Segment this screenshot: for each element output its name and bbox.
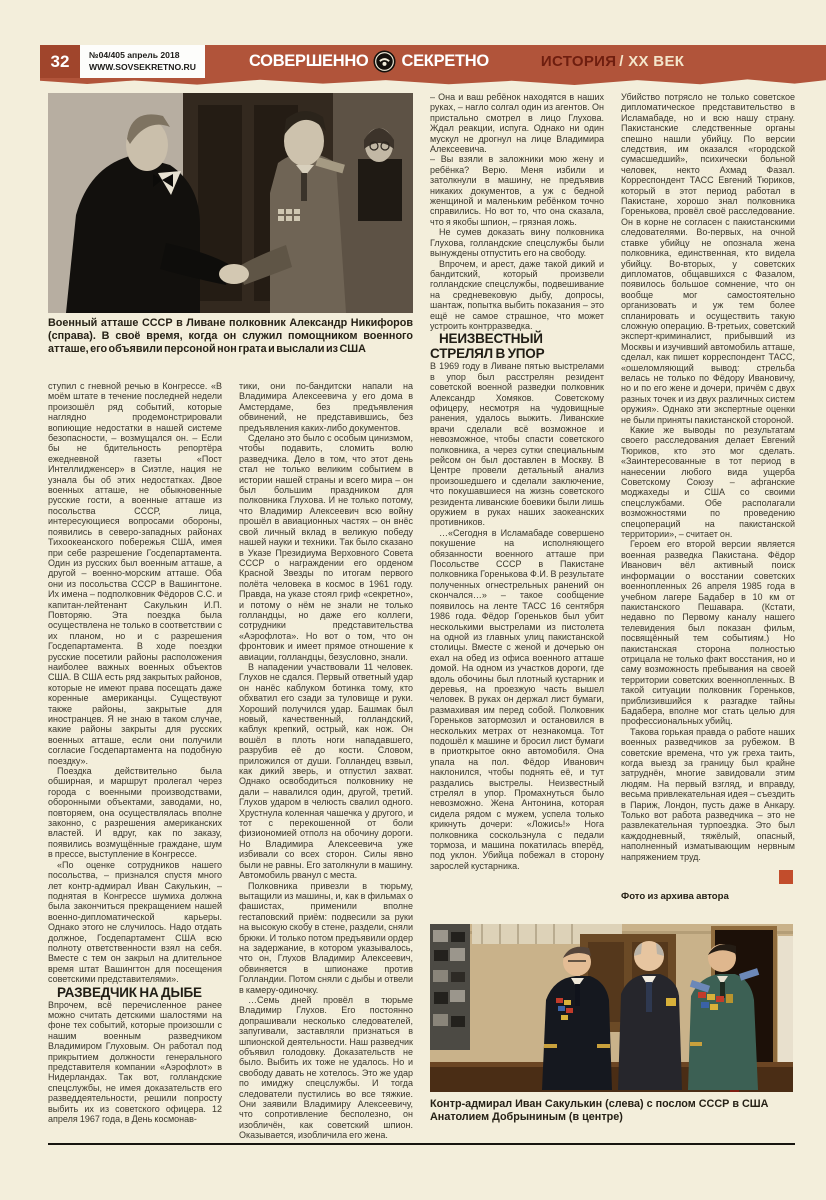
paragraph: тики, они по-бандитски напали на Владимира Алексеевича у его дома в Амстердаме, без предъявления обвинений, не представившись, без предъявления каких-либо документов. — [239, 381, 413, 433]
section-suffix: / XX ВЕК — [619, 53, 685, 70]
wall-photo-collage — [430, 924, 470, 1050]
section-heading-spy-on-rack: РАЗВЕДЧИК НА ДЫБЕ — [57, 984, 202, 1000]
paragraph: Убийство потрясло не только советское дипломатическое представительство в Исламабаде, но и всю нашу страну. Пакистанские следственные органы спешно нашли убийцу. По версии следствия, им оказался «городской сумасшедший», психически больной человек, некто Ахмад Фазал. Корреспондент ТАСС Евгений Тюриков, который в этот период работал в Пакистане, хорошо знал полковника Горенькова, провёл своё расследование. Он в корне не согласен с пакистанскими следователями. Во-первых, на очной ставке убийцу не опознала жена полковника, единственная, кто видела убийцу. Во-вторых, у советских дипломатов, общавшихся с Фазалом, появилось большое сомнение, что он вообще мог самостоятельно организовать и уж тем более спланировать и осуществить такую сложную операцию. В-третьих, советский эксперт-криминалист, прибывший из Москвы и изучивший автомобиль атташе, сделал, как пишет корреспондент ТАСС, «ошеломляющий вывод: стрельба велась не только по Фёдору Ивановичу, но и по его жене и дочери, причём с двух разных точек и из двух различных систем оружия». Однако эти экспертные оценки не были приняты пакистанской стороной. — [621, 92, 795, 425]
paragraph: Такова горькая правда о работе наших военных разведчиков за рубежом. В советские времена, что уж греха таить, когда выезд за границу был крайне затруднён, многие завидовали этим людям. На первый взгляд, и вправду, весьма привлекательная идея – съездить в Париж, Лондон, пусть даже в Анкару. Только вот работа разведчика – это не развлекательная турпоездка. Это был каждодневный, тяжёлый, опасный, наполненный изматывающим нервным напряжением труд. — [621, 726, 795, 862]
paragraph: В 1969 году в Ливане пятью выстрелами в упор был расстрелян резидент советской военной разведки полковник Александр Хомяков. Советскому офицеру, несмотря на чудовищные ранения, удалось выжить. Ливанские врачи сделали всё возможное и невозможное, чтобы спасти советского полковника, а через сутки специальным рейсом он был доставлен в Москву. В Центре провели детальный анализ произошедшего и сделали заключение, что покушавшиеся на жизнь советского резидента ливанские боевики были лишь оружием в руках наших заокеанских противников. — [430, 361, 604, 528]
masthead — [40, 45, 826, 78]
paragraph: В нападении участвовали 11 человек. Глухов не сдался. Первый ответный удар он нанёс каблуком ботинка тому, кто обхватил его сзади за туловище и руки. Хороший получился удар. Башмак был новый, качественный, голландский, каблук крепкий, острый, как нож. Он вошёл в плоть ноги нападавшего, разрубив её до кости. Словом, приложился от души. Голландец взвыл, как дикий зверь, и отпустил захват. Однако освободиться полковнику не дали – навалился один, другой, третий. Глухов ударом в челюсть свалил одного. Хрустнула коленная чашечка у другого, и тот с перекошенной от боли физиономией отполз на обочину дороги. Но Владимира Алексеевича уже избивали со всех сторон. Силы явно были не равны. Его затолкнули в машину. Автомобиль рванул с места. — [239, 661, 413, 881]
end-of-article-marker — [779, 870, 793, 884]
paragraph: Впрочем, всё перечисленное ранее можно считать детскими шалостями на фоне тех событий, которые произошли с нашим военным разведчиком Владимиром Глуховым. Он работал под прикрытием должности генерального представителя компании «Аэрофлот» в Нидерландах. Так вот, голландские спецслужбы, не имея доказательств его разведдеятельности, решили попросту выбить их из советского офицера. 12 апреля 1967 года, в День космонав- — [48, 999, 222, 1125]
section-name: ИСТОРИЯ — [540, 53, 617, 70]
issue-number: №04/405 апрель 2018 — [89, 50, 180, 60]
section-label — [541, 45, 684, 78]
section-heading-unknown-shooter: НЕИЗВЕСТНЫЙ СТРЕЛЯЛ В УПОР — [430, 331, 545, 362]
bottom-photo-illustration — [430, 924, 793, 1092]
article-column-4 — [621, 92, 795, 910]
bottom-photo — [430, 924, 793, 1092]
paragraph: Впрочем, и арест, даже такой дикий и бандитский, который произвели голландские спецслужбы, подвешивание на средневековую дыбу, допросы, шантаж, попытка выбить показания – это ещё не самое страшное, что может устроить контрразведка. — [430, 258, 604, 331]
paragraph: «По оценке сотрудников нашего посольства, – признался спустя много лет контр-адмирал Иван Сакулькин, – поднятая в Конгрессе шумиха должна была закончиться прекращением нашей военно-дипломатической карьеры. Однако этого не случилось. Надо отдать должное, Госдепартамент США всю полноту ответственности взял на себя. Вместе с тем он закрыл на длительное время штат Вашингтон для посещения советскими представителями». — [48, 859, 222, 985]
paragraph: – Она и ваш ребёнок находятся в наших руках, – нагло солгал один из агентов. Он пристально смотрел в лицо Глухова. Ждал реакции, испуга. Однако ни один мускул не дрогнул на лице Владимира Алексеевича. — [430, 92, 604, 155]
paragraph: Сделано это было с особым цинизмом, чтобы подавить, сломить волю разведчика. Дело в том, что этот день стал не только великим событием в истории нашей страны и всего мира – он был большим праздником для полковника Глухова. И не только потому, что Владимир Алексеевич всю войну прошёл в авиационных частях – он внёс свой личный вклад в великую победу нашей науки и техники. Так было сказано в Указе Президиума Верховного Совета СССР о награждении его орденом Красной Звезды по итогам первого полёта человека в космос в 1961 году. Правда, на указе стоял гриф «секретно», и потому о нём не знали не только голландцы, но даже его коллеги, сотрудники представительства «Аэрофлота». Но вот о том, что он фронтовик и имеет прямое отношение к авиации, голландцы, безусловно, знали. — [239, 433, 413, 662]
sovsekretno-emblem-icon — [373, 50, 396, 73]
issue-box — [80, 45, 205, 78]
paragraph: Поездка действительно была обширная, и маршрут пролегал через города с военными производствами, оборонными объектами, заводами, но, повторяем, она осуществлялась вполне законно, с разрешения американских властей. И вдруг, как по заказу, появились возмущённые граждане, шум в прессе, выступление в Конгрессе. — [48, 766, 222, 860]
photo-credit: Фото из архива автора — [621, 891, 729, 903]
masthead-logo — [249, 45, 489, 78]
masthead-torn-edge — [40, 78, 826, 85]
paragraph: Не сумев доказать вину полковника Глухова, голландские спецслужбы были вынуждены отпустить его на свободу. — [430, 227, 604, 259]
top-photo-illustration — [48, 93, 413, 313]
page-number: 32 — [40, 45, 80, 78]
top-photo — [48, 93, 413, 313]
paragraph: ступил с гневной речью в Конгрессе. «В моём штате в течение последней недели произошёл ряд событий, которые наглядно продемонстрировали вопиющие недостатки в нашей системе безопасности, – возмущался он. – Если бы не бдительность репортёра ежедневной газеты «Пост Интеллидженсер» в Сиэтле, нация не узнала бы об этих недостатках. Двое военных атташе, не обыкновенные русские гости, а военные атташе из посольства СССР, лица, интересующиеся вопросами обороны, появились в северо-западных районах Тихоокеанского побережья США, имея при себе разрешение Госдепартамента. Один из русских был военным атташе, а другой – военно-морским атташе. Оба они из посольства СССР в Вашингтоне. Их имена – подполковник Фёдоров С.С. и капитан-лейтенант Сакулькин И.П. Повторяю. Эта поездка была осуществлена не только в соответствии с их планом, но и с разрешения Госдепартамента. В ходе поездки русские посетили районы расположения наиболее важных военных объектов США. В США есть ряд закрытых районов, которые не имеют права посещать даже коренные американцы. Существуют также районы, закрытые для иностранцев. Я не знаю в таком случае, какие районы закрыты для русских военных атташе, если они получили согласие Госдепартамента на подобную поездку». — [48, 381, 222, 766]
bottom-photo-caption: Контр-адмирал Иван Сакулькин (слева) с послом СССР в США Анатолием Добрыниным (в центре) — [430, 1098, 769, 1123]
paragraph: Героем его второй версии является военная разведка Пакистана. Фёдор Иванович вёл активный поиск информации о восстании советских военнопленных 26 апреля 1985 года в учебном лагере Бадабер в 10 км от пакистанского Пешавара. (Кстати, недавно по Первому каналу нашего телевидения был показан фильм, посвящённый тем событиям.) Но пакистанская сторона полностью отрицала не только факт восстания, но и саму возможность пребывания на своей территории советских военнопленных. В такой ситуации полковник Гореньков, приблизившийся к разгадке тайны Бадабера, вполне мог стать целью для профессиональных убийц. — [621, 539, 795, 727]
article-column-2 — [239, 381, 413, 1143]
top-photo-caption: Военный атташе СССР в Ливане полковник Александр Никифоров (справа). В своё время, когда он служил помощником военного атташе, его объявили персоной нон грата и выслали из США — [48, 317, 413, 355]
article-column-3 — [430, 92, 604, 920]
paragraph: …«Сегодня в Исламабаде совершено покушение на исполняющего обязанности военного атташе при Посольстве СССР в Пакистане полковника Горенькова Ф.И. В результате полученных огнестрельных ранений он скончался…» – такое сообщение появилось на ленте ТАСС 16 сентября 1986 года. Фёдор Гореньков был убит несколькими выстрелами из пистолета на одной из главных улиц пакистанской столицы. Вместе с женой и дочерью он ехал на обед из офиса военного атташе домой. На одном из участков дороги, где вдоль обочины был плотный кустарник и деревья, на проезжую часть вышел человек. В руках он держал лист бумаги, размахивая им перед собой. Полковник Гореньков затормозил и остановился в нескольких метрах от незнакомца. Тот подошёл к машине и бросил лист бумаги в приоткрытое окно автомобиля. Она упала на пол. Фёдор Иванович наклонился, чтобы поднять её, и тут раздались выстрелы. Неизвестный стрелял в упор. Промахнуться было невозможно. Жена Антонина, которая сидела рядом с мужем, успела только крикнуть дочери: «Ложись!» Нога полковника соскользнула с педали тормоза, и машина покатилась вперёд, под уклон. Убийца побежал в сторону зарослей кустарника. — [430, 527, 604, 871]
paragraph: Какие же выводы по результатам своего расследования делает Евгений Тюриков, кто это мог сделать. «Заинтересованные в тот период в нанесении любого вида ущерба Советскому Союзу – афганские моджахеды и США со своими спецслужбами. Обе располагали возможностями по проведению спецопераций на пакистанской территории», – считает он. — [621, 425, 795, 540]
website-url: WWW.SOVSEKRETNO.RU — [89, 62, 196, 73]
paragraph: …Семь дней провёл в тюрьме Владимир Глухов. Его постоянно допрашивали несколько следователей, запугивали, заставляли признаться в шпионской деятельности. Наш разведчик объявил голодовку. Доказательств не было. Выбить их тоже не удалось. Но и свободу давать не хотелось. Это же удар по имиджу спецслужбы. И тогда следователи пустились во все тяжкие. Они заявили Владимиру Алексеевичу, что сопротивление бесполезно, он изобличён, как советский шпион. Оказывается, изобличила его жена. — [239, 994, 413, 1141]
paragraph: – Вы взяли в заложники мою жену и ребёнка? Верю. Меня избили и затолкнули в машину, не предъявив никаких документов, а уж с бедной женщиной и маленьким ребёнком точно справились. Но вот то, что она сказала, что я якобы шпион, – грязная ложь. — [430, 154, 604, 227]
paragraph: Полковника привезли в тюрьму, вытащили из машины, и, как в фильмах о фашистах, применили вполне гестаповский приём: подвесили за руки на высокую скобу в стене, раздели, сняли брюки. И только потом предъявили ордер на задержание, в котором указывалось, что он, Глухов Владимир Алексеевич, обвиняется в шпионаже против Голландии. Потом сняли с дыбы и отвели в камеру-одиночку. — [239, 880, 413, 995]
article-column-1 — [48, 381, 222, 1143]
bottom-rule — [48, 1143, 795, 1145]
masthead-word-left: СОВЕРШЕННО — [248, 52, 369, 70]
masthead-word-right: СЕКРЕТНО — [401, 52, 489, 70]
